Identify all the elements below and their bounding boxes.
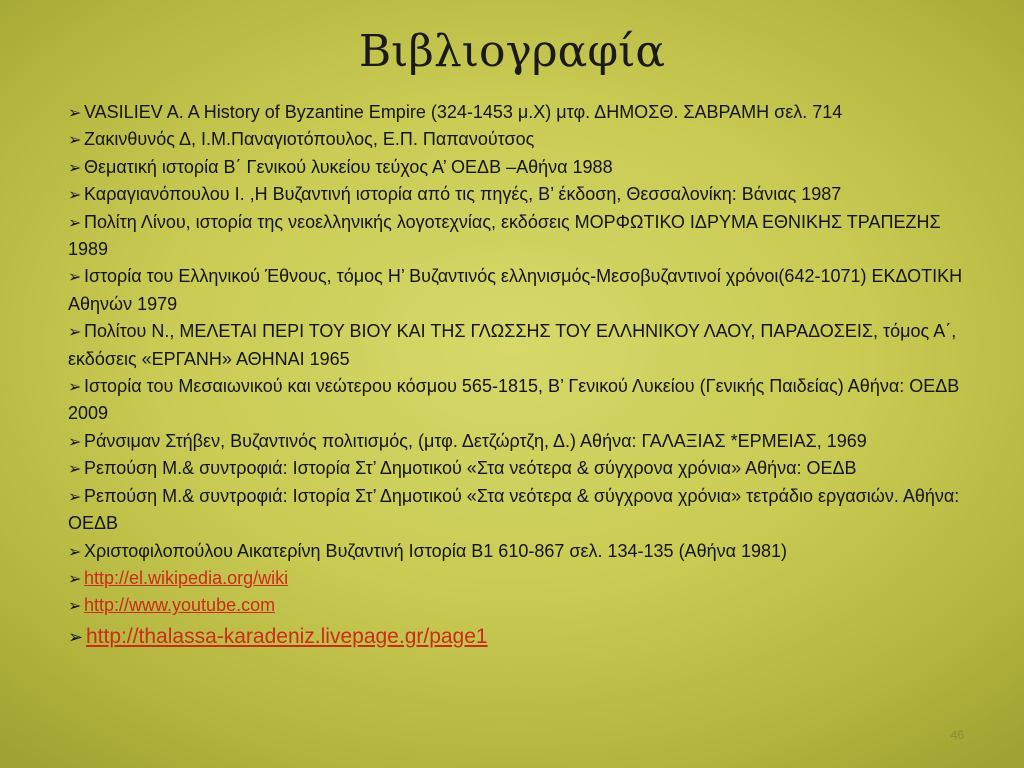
reference-text: Ιστορία του Μεσαιωνικού και νεώτερου κόσμου 565-1815, Β’ Γενικού Λυκείου (Γενικής Παιδείας) Αθήνα: ΟΕΔΒ 2009 xyxy=(68,376,960,424)
bibliography-link-item xyxy=(68,565,968,592)
bibliography-link-item xyxy=(68,592,968,619)
reference-text: Χριστοφιλοπούλου Αικατερίνη Βυζαντινή Ιστορία Β1 610-867 σελ. 134-135 (Αθήνα 1981) xyxy=(84,540,788,561)
bibliography-item xyxy=(68,209,968,264)
arrow-bullet-icon: ➢ xyxy=(68,626,84,648)
reference-text: Ρεπούση Μ.& συντροφιά: Ιστορία Στ’ Δημοτικού «Στα νεότερα & σύγχρονα χρόνια» Αθήνα: ΟΕΔΒ xyxy=(84,458,857,479)
arrow-bullet-icon: ➢ xyxy=(68,459,82,479)
arrow-bullet-icon: ➢ xyxy=(68,103,82,122)
arrow-bullet-icon: ➢ xyxy=(68,185,82,205)
bibliography-item xyxy=(68,181,968,208)
arrow-bullet-icon: ➢ xyxy=(68,568,82,588)
bibliography-item xyxy=(68,263,968,318)
arrow-bullet-icon: ➢ xyxy=(68,267,82,287)
arrow-bullet-icon: ➢ xyxy=(68,212,82,232)
livepage-link[interactable]: http://thalassa-karadeniz.livepage.gr/page1 xyxy=(86,624,488,648)
arrow-bullet-icon: ➢ xyxy=(68,596,82,616)
page-number: 46 xyxy=(950,728,964,742)
reference-text: Ιστορία του Ελληνικού Έθνους, τόμος Η’ Βυζαντινός ελληνισμός-Μεσοβυζαντινοί χρόνοι(642-1071) ΕΚΔΟΤΙΚΗ Αθηνών 1979 xyxy=(68,266,963,314)
arrow-bullet-icon: ➢ xyxy=(68,157,82,177)
bibliography-item xyxy=(68,373,968,428)
arrow-bullet-icon: ➢ xyxy=(68,322,82,342)
reference-text: Θεματική ιστορία Β΄ Γενικού λυκείου τεύχος Α’ ΟΕΔΒ –Αθήνα 1988 xyxy=(84,156,613,177)
youtube-link[interactable]: http://www.youtube.com xyxy=(84,595,276,616)
bibliography-item xyxy=(68,99,968,126)
reference-text: Πολίτου Ν., ΜΕΛΕΤΑΙ ΠΕΡΙ ΤΟΥ ΒΙΟΥ ΚΑΙ ΤΗΣ ΓΛΩΣΣΗΣ ΤΟΥ ΕΛΛΗΝΙΚΟΥ ΛΑΟΥ, ΠΑΡΑΔΟΣΕΙΣ, τόμος Α΄, εκδόσεις «ΕΡΓΑΝΗ» ΑΘΗΝΑΙ 1965 xyxy=(68,321,957,369)
reference-text: VASILIEV A. A History of Byzantine Empire (324-1453 μ.Χ) μτφ. ΔΗΜΟΣΘ. ΣΑΒΡΑΜΗ σελ. 714 xyxy=(84,102,843,122)
bibliography-item xyxy=(68,126,968,153)
bibliography-item xyxy=(68,428,968,455)
bibliography-item xyxy=(68,318,968,373)
slide-title: Βιβλιογραφία xyxy=(358,26,666,77)
bibliography-item xyxy=(68,154,968,181)
reference-text: Ρεπούση Μ.& συντροφιά: Ιστορία Στ’ Δημοτικού «Στα νεότερα & σύγχρονα χρόνια» τετράδιο εργασιών. Αθήνα: ΟΕΔΒ xyxy=(68,485,960,534)
bibliography-item xyxy=(68,538,968,565)
bibliography-item xyxy=(68,455,968,482)
arrow-bullet-icon: ➢ xyxy=(68,130,82,150)
arrow-bullet-icon: ➢ xyxy=(68,431,82,451)
bibliography-link-item xyxy=(68,622,968,653)
reference-text: Ζακινθυνός Δ, Ι.Μ.Παναγιοτόπουλος, Ε.Π. Παπανούτσος xyxy=(84,129,535,150)
reference-text: Καραγιανόπουλου Ι. ,Η Βυζαντινή ιστορία από τις πηγές, Β’ έκδοση, Θεσσαλονίκη: Βάνιας 1987 xyxy=(84,184,842,205)
bibliography-item xyxy=(68,483,968,538)
arrow-bullet-icon: ➢ xyxy=(68,377,82,397)
reference-text: Πολίτη Λίνου, ιστορία της νεοελληνικής λογοτεχνίας, εκδόσεις ΜΟΡΦΩΤΙΚΟ ΙΔΡΥΜΑ ΕΘΝΙΚΗΣ ΤΡΑΠΕΖΗΣ 1989 xyxy=(68,211,941,260)
reference-text: Ράνσιμαν Στήβεν, Βυζαντινός πολιτισμός, (μτφ. Δετζώρτζη, Δ.) Αθήνα: ΓΑΛΑΞΙΑΣ *ΕΡΜΕΙΑΣ, 1969 xyxy=(84,430,867,451)
arrow-bullet-icon: ➢ xyxy=(68,486,82,506)
bibliography-list xyxy=(68,99,968,653)
arrow-bullet-icon: ➢ xyxy=(68,541,82,561)
wikipedia-link[interactable]: http://el.wikipedia.org/wiki xyxy=(84,567,289,588)
